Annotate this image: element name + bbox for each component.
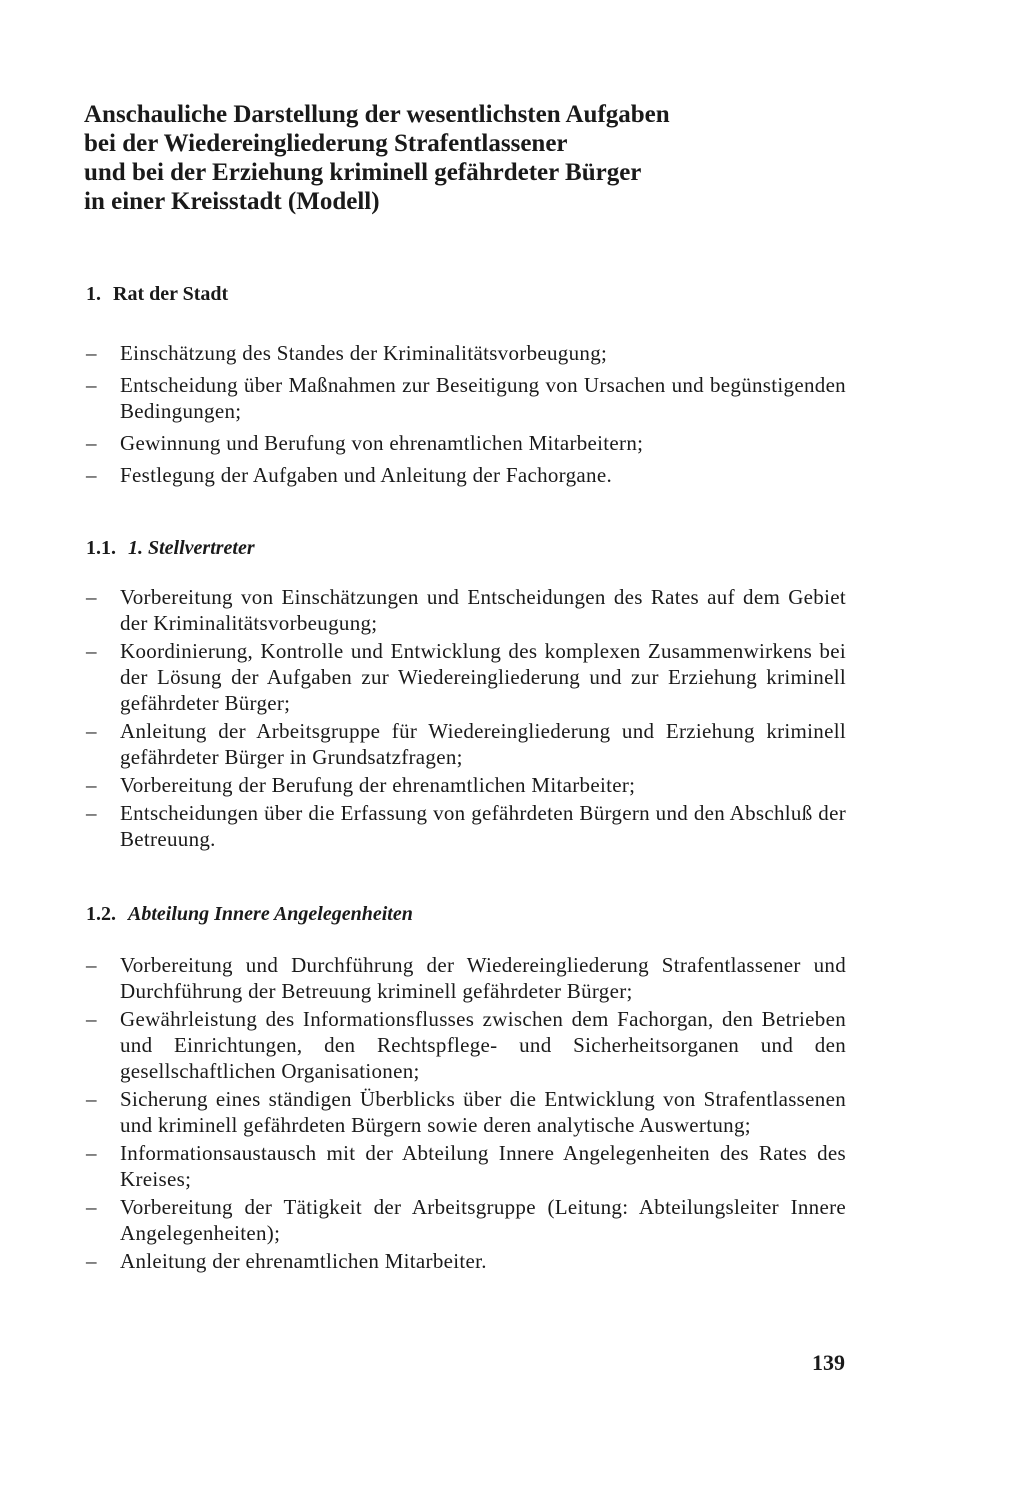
list-item-text: Anleitung der ehrenamtlichen Mitarbeiter. xyxy=(120,1249,487,1273)
list-item xyxy=(86,1194,846,1246)
dash-marker: – xyxy=(86,341,97,365)
list-item-text: Sicherung eines ständigen Überblicks über die Entwicklung von Strafentlassenen und kriminell gefährdeten Bürgern sowie deren analytische Auswertung; xyxy=(120,1087,846,1137)
list-item xyxy=(86,718,846,770)
list-item-text: Vorbereitung von Einschätzungen und Entscheidungen des Rates auf dem Gebiet der Kriminalitätsvorbeugung; xyxy=(120,585,846,635)
dash-marker: – xyxy=(86,1195,97,1219)
section-number: 1. xyxy=(86,283,101,305)
list-item xyxy=(86,1140,846,1192)
list-item xyxy=(86,340,846,366)
list-item-text: Vorbereitung der Tätigkeit der Arbeitsgruppe (Leitung: Abteilungsleiter Innere Angelegenheiten); xyxy=(120,1195,846,1245)
page-number: 139 xyxy=(812,1350,845,1375)
list-item-text: Entscheidung über Maßnahmen zur Beseitigung von Ursachen und begünstigenden Bedingungen; xyxy=(120,373,846,423)
dash-marker: – xyxy=(86,1141,97,1165)
list-item-text: Anleitung der Arbeitsgruppe für Wiedereingliederung und Erziehung kriminell gefährdeter Bürger in Grundsatzfragen; xyxy=(120,719,846,769)
list-item xyxy=(86,1086,846,1138)
section-number: 1.2. xyxy=(86,903,116,925)
list-item xyxy=(86,1248,846,1274)
list-item xyxy=(86,638,846,716)
list-item-text: Festlegung der Aufgaben und Anleitung der Fachorgane. xyxy=(120,463,612,487)
title-line: Anschauliche Darstellung der wesentlichsten Aufgaben xyxy=(84,101,670,128)
list-item-text: Einschätzung des Standes der Kriminalitätsvorbeugung; xyxy=(120,341,608,365)
list-item xyxy=(86,952,846,1004)
list-item xyxy=(86,800,846,852)
list-item xyxy=(86,772,846,798)
dash-marker: – xyxy=(86,463,97,487)
list-item xyxy=(86,462,846,488)
dash-marker: – xyxy=(86,1249,97,1273)
list-item-text: Entscheidungen über die Erfassung von gefährdeten Bürgern und den Abschluß der Betreuung. xyxy=(120,801,846,851)
dash-marker: – xyxy=(86,1007,97,1031)
dash-marker: – xyxy=(86,1087,97,1111)
page-title xyxy=(84,100,844,216)
list-item xyxy=(86,1006,846,1084)
list-item xyxy=(86,430,846,456)
dash-marker: – xyxy=(86,639,97,663)
list-item-text: Informationsaustausch mit der Abteilung Innere Angelegenheiten des Rates des Kreises; xyxy=(120,1141,846,1191)
list-item-text: Gewährleistung des Informationsflusses zwischen dem Fachorgan, den Betrieben und Einrichtungen, den Rechtspflege- und Sicherheitsorganen und den gesellschaftlichen Organisationen; xyxy=(120,1007,846,1083)
list-item xyxy=(86,584,846,636)
list-item-text: Gewinnung und Berufung von ehrenamtlichen Mitarbeitern; xyxy=(120,431,644,455)
title-line: bei der Wiedereingliederung Strafentlassener xyxy=(84,130,568,157)
section-list-rat-der-stadt xyxy=(86,340,846,488)
list-item-text: Vorbereitung der Berufung der ehrenamtlichen Mitarbeiter; xyxy=(120,773,636,797)
dash-marker: – xyxy=(86,953,97,977)
dash-marker: – xyxy=(86,373,97,397)
list-item-text: Vorbereitung und Durchführung der Wiedereingliederung Strafentlassener und Durchführung der Betreuung kriminell gefährdeter Bürger; xyxy=(120,953,846,1003)
section-title: 1. Stellvertreter xyxy=(128,537,255,559)
section-heading-rat-der-stadt xyxy=(86,282,228,306)
section-heading-abteilung-innere-angelegenheiten xyxy=(86,902,413,926)
section-list-stellvertreter xyxy=(86,584,846,852)
dash-marker: – xyxy=(86,773,97,797)
section-heading-stellvertreter xyxy=(86,536,255,560)
section-number: 1.1. xyxy=(86,537,116,559)
section-title: Rat der Stadt xyxy=(113,283,229,305)
dash-marker: – xyxy=(86,719,97,743)
list-item-text: Koordinierung, Kontrolle und Entwicklung des komplexen Zusammenwirkens bei der Lösung der Aufgaben zur Wiedereingliederung und zur Erziehung kriminell gefährdeter Bürger; xyxy=(120,639,846,715)
section-list-abteilung-innere-angelegenheiten xyxy=(86,952,846,1274)
title-line: und bei der Erziehung kriminell gefährdeter Bürger xyxy=(84,159,642,186)
title-line: in einer Kreisstadt (Modell) xyxy=(84,188,380,215)
dash-marker: – xyxy=(86,585,97,609)
dash-marker: – xyxy=(86,431,97,455)
dash-marker: – xyxy=(86,801,97,825)
list-item xyxy=(86,372,846,424)
section-title: Abteilung Innere Angelegenheiten xyxy=(128,903,413,925)
